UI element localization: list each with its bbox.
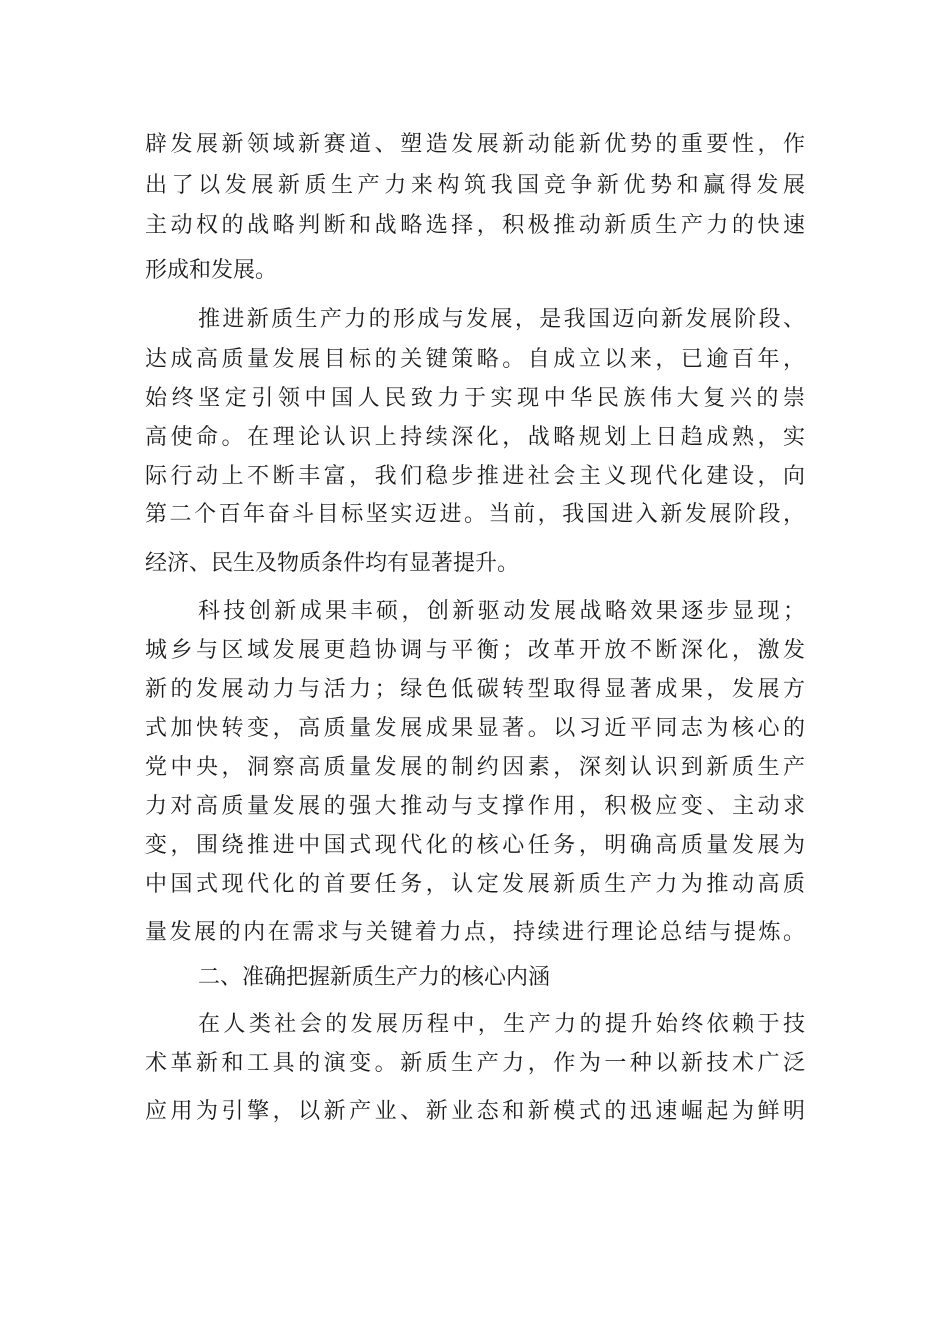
text-line: 际行动上不断丰富，我们稳步推进社会主义现代化建设，向 [145, 464, 805, 489]
text-line: 中国式现代化的首要任务，认定发展新质生产力为推动高质 [145, 872, 805, 897]
text-line: 式加快转变，高质量发展成果显著。以习近平同志为核心的 [145, 716, 805, 741]
text-line: 量发展的内在需求与关键着力点，持续进行理论总结与提炼。 [145, 920, 805, 945]
paragraph-first-line: 科技创新成果丰硕，创新驱动发展战略效果逐步显现； [198, 599, 805, 624]
paragraph-first-line: 在人类社会的发展历程中，生产力的提升始终依赖于技 [198, 1012, 805, 1037]
text-line: 达成高质量发展目标的关键策略。自成立以来，已逾百年， [145, 347, 805, 372]
text-line: 高使命。在理论认识上持续深化，战略规划上日趋成熟，实 [145, 425, 805, 450]
text-line: 术革新和工具的演变。新质生产力，作为一种以新技术广泛 [145, 1051, 805, 1076]
text-line: 应用为引擎，以新产业、新业态和新模式的迅速崛起为鲜明 [145, 1099, 805, 1124]
text-line: 主动权的战略判断和战略选择，积极推动新质生产力的快速 [145, 213, 805, 238]
text-line: 党中央，洞察高质量发展的制约因素，深刻认识到新质生产 [145, 755, 805, 780]
text-line: 始终坚定引领中国人民致力于实现中华民族伟大复兴的崇 [145, 386, 805, 411]
text-line: 城乡与区域发展更趋协调与平衡；改革开放不断深化，激发 [145, 638, 805, 663]
text-line: 力对高质量发展的强大推动与支撑作用，积极应变、主动求 [145, 794, 805, 819]
text-line: 形成和发展。 [145, 258, 278, 283]
text-line: 新的发展动力与活力；绿色低碳转型取得显著成果，发展方 [145, 677, 805, 702]
text-line: 出了以发展新质生产力来构筑我国竞争新优势和赢得发展 [145, 173, 805, 198]
text-line: 第二个百年奋斗目标坚实迈进。当前，我国进入新发展阶段， [145, 502, 805, 527]
text-line: 变，围绕推进中国式现代化的核心任务，明确高质量发展为 [145, 833, 805, 858]
paragraph-first-line: 推进新质生产力的形成与发展，是我国迈向新发展阶段、 [198, 307, 805, 332]
text-line: 辟发展新领域新赛道、塑造发展新动能新优势的重要性，作 [145, 132, 805, 157]
section-heading: 二、准确把握新质生产力的核心内涵 [198, 965, 551, 990]
text-line: 经济、民生及物质条件均有显著提升。 [145, 551, 520, 576]
